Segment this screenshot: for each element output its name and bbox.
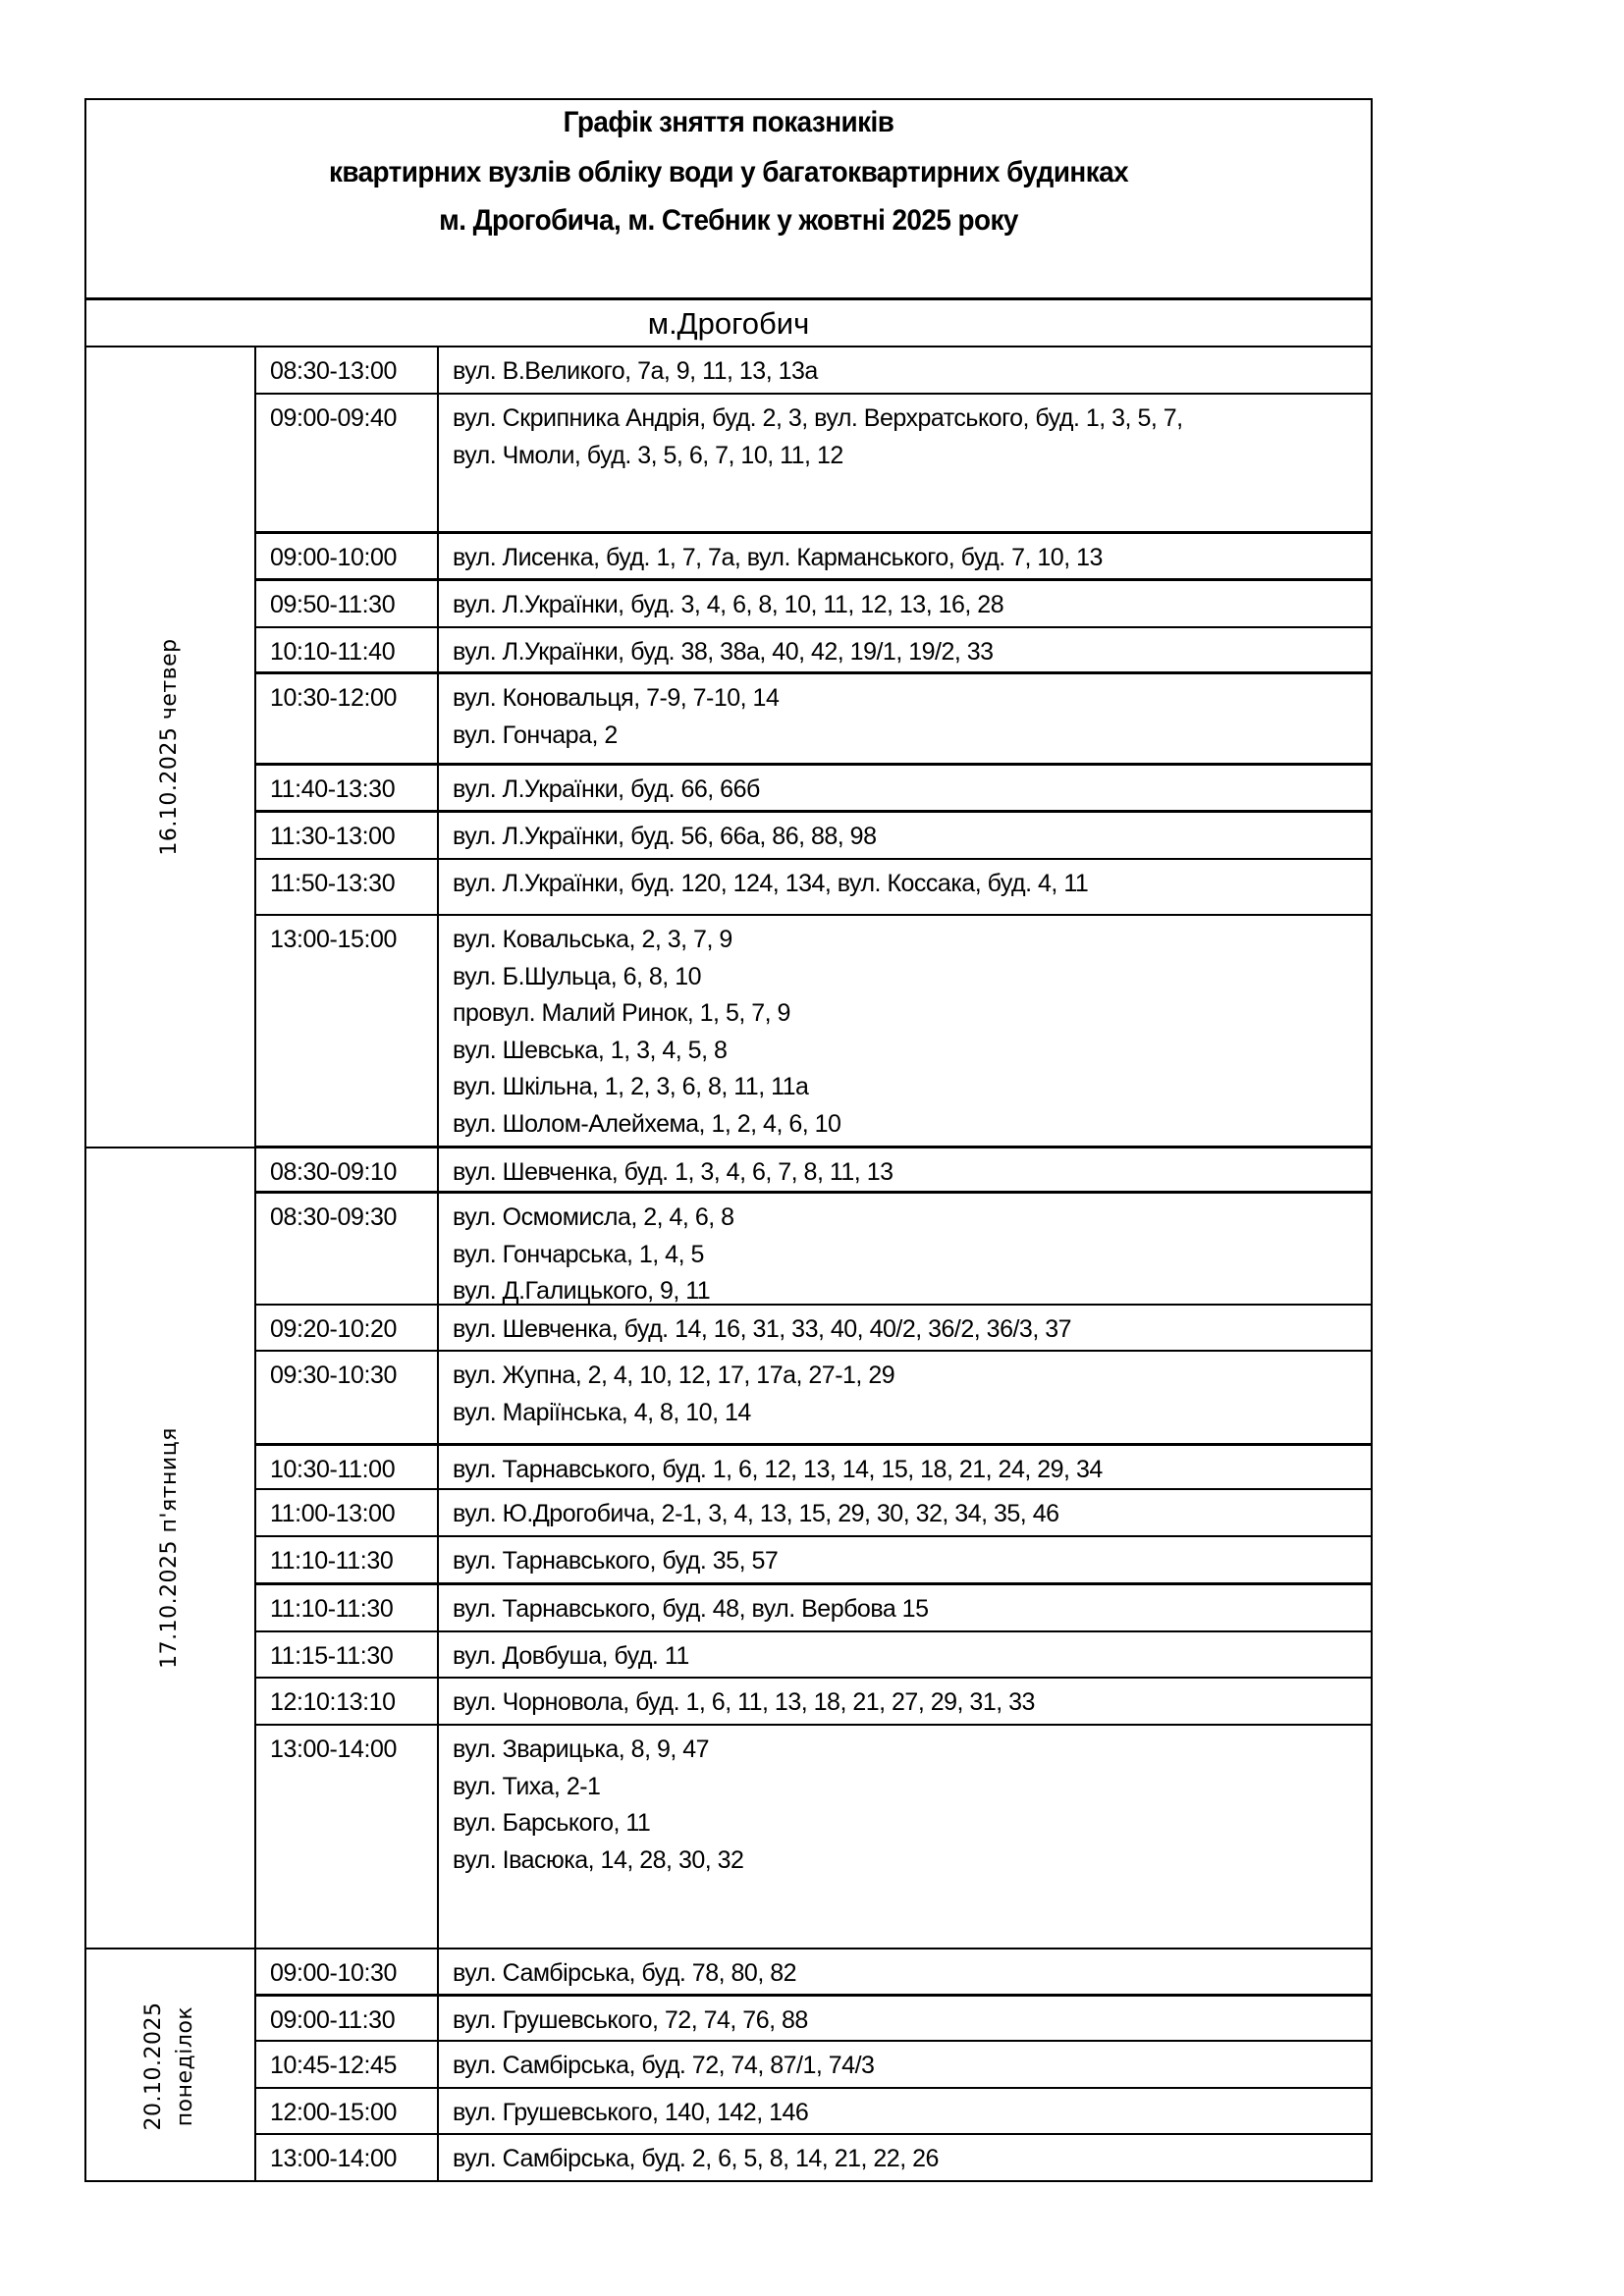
table-row: [256, 1490, 1373, 1537]
table-row: [256, 628, 1373, 674]
address-cell: [439, 1949, 1373, 1994]
time-range: 11:50-13:30: [270, 870, 396, 897]
day-cell: [84, 347, 256, 1148]
time-range: 09:50-11:30: [270, 591, 396, 618]
address-line: вул. Самбірська, буд. 72, 74, 87/1, 74/3: [453, 2052, 875, 2079]
time-cell: [256, 766, 439, 810]
time-cell: [256, 1148, 439, 1191]
day-date-line: понеділок: [172, 2005, 197, 2126]
time-range: 11:15-11:30: [270, 1642, 394, 1670]
address-line: вул. Ковальська, 2, 3, 7, 9: [453, 926, 732, 953]
address-line: вул. Ю.Дрогобича, 2-1, 3, 4, 13, 15, 29, 30, 32, 34, 35, 46: [453, 1500, 1059, 1527]
address-cell: [439, 766, 1373, 810]
time-range: 08:30-13:00: [270, 357, 398, 385]
time-cell: [256, 1726, 439, 1948]
table-header: [84, 98, 1373, 300]
address-line: вул. Коновальця, 7-9, 7-10, 14: [453, 684, 780, 712]
address-cell: [439, 2089, 1373, 2133]
table-row: [256, 2089, 1373, 2135]
address-line: вул. Б.Шульца, 6, 8, 10: [453, 962, 702, 990]
table-row: [256, 1306, 1373, 1352]
address-line: вул. Тарнавського, буд. 35, 57: [453, 1547, 779, 1575]
table-row: [256, 1537, 1373, 1585]
address-line: вул. Тиха, 2-1: [453, 1772, 601, 1800]
address-cell: [439, 1490, 1373, 1535]
time-range: 09:00-10:30: [270, 1959, 398, 1987]
time-cell: [256, 1352, 439, 1443]
address-line: вул. Чорновола, буд. 1, 6, 11, 13, 18, 21, 27, 29, 31, 33: [453, 1688, 1035, 1716]
day-date-label: [138, 2002, 201, 2130]
table-row: [256, 1949, 1373, 1997]
time-range: 09:00-09:40: [270, 404, 398, 432]
time-cell: [256, 1537, 439, 1582]
time-cell: [256, 2089, 439, 2133]
table-row: [256, 1352, 1373, 1446]
table-row: [256, 1997, 1373, 2042]
address-line: вул. Гончарська, 1, 4, 5: [453, 1240, 704, 1268]
time-cell: [256, 628, 439, 671]
address-cell: [439, 347, 1373, 393]
address-line: вул. Жупна, 2, 4, 10, 12, 17, 17а, 27-1, 29: [453, 1362, 895, 1389]
time-range: 08:30-09:10: [270, 1158, 398, 1186]
time-cell: [256, 1490, 439, 1535]
time-range: 11:10-11:30: [270, 1595, 394, 1623]
address-cell: [439, 534, 1373, 578]
time-cell: [256, 1949, 439, 1994]
address-line: вул. Самбірська, буд. 78, 80, 82: [453, 1959, 797, 1987]
address-line: вул. Маріїнська, 4, 8, 10, 14: [453, 1398, 751, 1426]
table-row: [256, 916, 1373, 1148]
day-cell: [84, 1148, 256, 1949]
address-cell: [439, 1585, 1373, 1630]
address-cell: [439, 628, 1373, 671]
time-range: 11:40-13:30: [270, 775, 396, 803]
table-row: [256, 1194, 1373, 1306]
time-range: 12:10:13:10: [270, 1688, 396, 1716]
address-cell: [439, 860, 1373, 914]
address-cell: [439, 674, 1373, 763]
table-row: [256, 2042, 1373, 2089]
time-range: 13:00-14:00: [270, 1735, 398, 1763]
address-cell: [439, 2042, 1373, 2087]
time-cell: [256, 813, 439, 858]
time-cell: [256, 581, 439, 626]
address-cell: [439, 813, 1373, 858]
table-row: [256, 766, 1373, 813]
address-line: вул. Д.Галицького, 9, 11: [453, 1277, 711, 1305]
time-cell: [256, 1194, 439, 1304]
address-line: вул. Тарнавського, буд. 48, вул. Вербова 15: [453, 1595, 929, 1623]
time-range: 09:00-10:00: [270, 544, 398, 571]
city-row: м.Дрогобич: [84, 300, 1373, 347]
time-cell: [256, 674, 439, 763]
time-range: 08:30-09:30: [270, 1203, 398, 1231]
time-cell: [256, 347, 439, 393]
table-row: [256, 860, 1373, 916]
address-line: провул. Малий Ринок, 1, 5, 7, 9: [453, 999, 790, 1027]
table-row: [256, 1632, 1373, 1679]
address-line: вул. Шкільна, 1, 2, 3, 6, 8, 11, 11а: [453, 1073, 809, 1100]
address-cell: [439, 1997, 1373, 2040]
address-line: вул. Зварицька, 8, 9, 47: [453, 1735, 710, 1763]
time-range: 12:00-15:00: [270, 2099, 398, 2126]
day-date-label: [154, 1427, 186, 1669]
time-range: 10:10-11:40: [270, 638, 396, 666]
day-date-label: [154, 638, 186, 855]
address-cell: [439, 916, 1373, 1146]
title-line-1: Графік зняття показників: [563, 106, 894, 138]
time-cell: [256, 860, 439, 914]
time-range: 10:30-11:00: [270, 1456, 396, 1483]
table-row: [256, 1585, 1373, 1632]
address-line: вул. Л.Українки, буд. 120, 124, 134, вул. Коссака, буд. 4, 11: [453, 870, 1089, 897]
time-cell: [256, 2042, 439, 2087]
title-line-3: м. Дрогобича, м. Стебник у жовтні 2025 року: [439, 204, 1018, 237]
time-range: 11:00-13:00: [270, 1500, 396, 1527]
time-cell: [256, 1679, 439, 1724]
address-line: вул. Тарнавського, буд. 1, 6, 12, 13, 14, 15, 18, 21, 24, 29, 34: [453, 1456, 1103, 1483]
address-cell: [439, 1306, 1373, 1350]
address-cell: [439, 1679, 1373, 1724]
time-cell: [256, 916, 439, 1146]
address-line: вул. Шолом-Алейхема, 1, 2, 4, 6, 10: [453, 1109, 841, 1138]
address-cell: [439, 1352, 1373, 1443]
address-line: вул. Чмоли, буд. 3, 5, 6, 7, 10, 11, 12: [453, 441, 843, 469]
title-line-2: квартирних вузлів обліку води у багатоквартирних будинках: [328, 156, 1129, 188]
address-line: вул. Самбірська, буд. 2, 6, 5, 8, 14, 21, 22, 26: [453, 2145, 939, 2172]
address-cell: [439, 2135, 1373, 2182]
day-date-line: 16.10.2025 четвер: [156, 638, 182, 856]
table-row: [256, 1679, 1373, 1726]
address-cell: [439, 1726, 1373, 1948]
table-row: [256, 395, 1373, 534]
time-cell: [256, 1306, 439, 1350]
table-row: [256, 1726, 1373, 1949]
table-row: [256, 813, 1373, 860]
time-range: 13:00-15:00: [270, 926, 398, 953]
time-range: 13:00-14:00: [270, 2145, 398, 2172]
address-line: вул. Шевська, 1, 3, 4, 5, 8: [453, 1036, 728, 1064]
address-cell: [439, 1632, 1373, 1677]
address-line: вул. Л.Українки, буд. 38, 38а, 40, 42, 19/1, 19/2, 33: [453, 638, 994, 666]
address-line: вул. Довбуша, буд. 11: [453, 1642, 689, 1670]
address-line: вул. Грушевського, 72, 74, 76, 88: [453, 2006, 808, 2034]
table-row: [256, 1446, 1373, 1490]
address-cell: [439, 1537, 1373, 1582]
day-date-line: 20.10.2025: [140, 2002, 166, 2130]
time-cell: [256, 395, 439, 531]
table-row: [256, 2135, 1373, 2182]
address-cell: [439, 581, 1373, 626]
time-range: 10:45-12:45: [270, 2052, 398, 2079]
time-cell: [256, 534, 439, 578]
day-cell: [84, 1949, 256, 2182]
address-line: вул. Лисенка, буд. 1, 7, 7а, вул. Карманського, буд. 7, 10, 13: [453, 544, 1103, 571]
table-row: [256, 674, 1373, 766]
address-line: вул. В.Великого, 7а, 9, 11, 13, 13а: [453, 357, 818, 385]
address-line: вул. Гончара, 2: [453, 721, 618, 749]
address-cell: [439, 395, 1373, 531]
address-cell: [439, 1446, 1373, 1488]
time-range: 10:30-12:00: [270, 684, 398, 712]
table-row: [256, 1148, 1373, 1194]
table-row: [256, 347, 1373, 395]
table-row: [256, 581, 1373, 628]
address-line: вул. Л.Українки, буд. 56, 66а, 86, 88, 98: [453, 823, 877, 850]
time-cell: [256, 1446, 439, 1488]
address-line: вул. Шевченка, буд. 14, 16, 31, 33, 40, 40/2, 36/2, 36/3, 37: [453, 1315, 1072, 1343]
address-line: вул. Івасюка, 14, 28, 30, 32: [453, 1845, 744, 1874]
time-range: 11:10-11:30: [270, 1547, 394, 1575]
time-cell: [256, 1585, 439, 1630]
address-line: вул. Осмомисла, 2, 4, 6, 8: [453, 1203, 734, 1231]
address-cell: [439, 1194, 1373, 1304]
address-line: вул. Л.Українки, буд. 66, 66б: [453, 775, 760, 803]
time-range: 11:30-13:00: [270, 823, 396, 850]
address-line: вул. Скрипника Андрія, буд. 2, 3, вул. Верхратського, буд. 1, 3, 5, 7,: [453, 404, 1183, 432]
address-line: вул. Шевченка, буд. 1, 3, 4, 6, 7, 8, 11, 13: [453, 1158, 893, 1186]
time-cell: [256, 2135, 439, 2182]
address-line: вул. Барського, 11: [453, 1809, 651, 1837]
time-range: 09:30-10:30: [270, 1362, 398, 1389]
address-line: вул. Л.Українки, буд. 3, 4, 6, 8, 10, 11, 12, 13, 16, 28: [453, 591, 1004, 618]
address-line: вул. Грушевського, 140, 142, 146: [453, 2099, 809, 2126]
time-range: 09:20-10:20: [270, 1315, 398, 1343]
time-range: 09:00-11:30: [270, 2006, 396, 2034]
day-date-line: 17.10.2025 п'ятниця: [156, 1427, 182, 1669]
time-cell: [256, 1997, 439, 2040]
table-row: [256, 534, 1373, 581]
time-cell: [256, 1632, 439, 1677]
address-cell: [439, 1148, 1373, 1191]
